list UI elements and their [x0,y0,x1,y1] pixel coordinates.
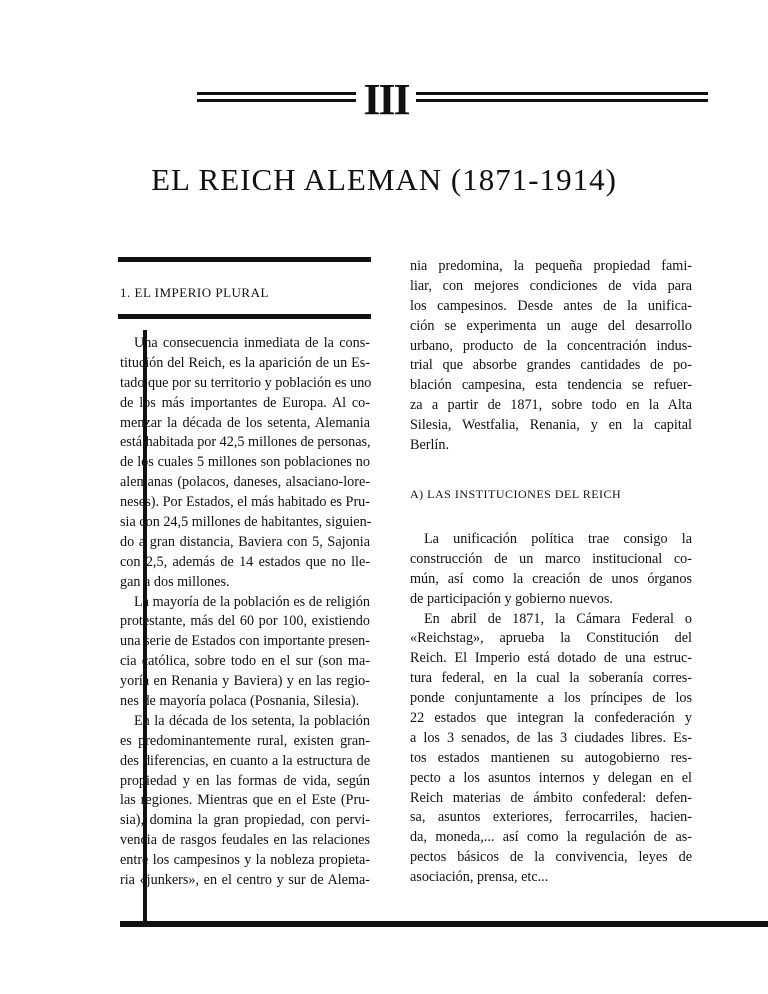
text-line: nes de mayoría polaca (Posnania, Silesia). [120,693,360,710]
text-line: es predominantemente rural, existen gran- [120,732,370,749]
text-line: de los cuales 5 millones son poblaciones no [120,454,370,471]
text-line: La unificación política trae consigo la [424,531,692,547]
text-line: En abril de 1871, la Cámara Federal o [424,610,692,627]
section-heading: 1. EL IMPERIO PLURAL [120,285,269,300]
text-line: ción se experimenta un auge del desarrollo [410,317,692,334]
text-line: tura federal, en la cual la soberanía corres- [410,670,692,687]
right-column-top [410,257,692,456]
text-line: Berlín. [410,437,450,454]
text-line: construcción de un marco institucional co- [410,550,692,567]
chapter-rule-left-bottom [197,99,362,102]
text-line: yoría en Renania y Baviera) y en las regio- [120,673,370,690]
text-line: asociación, prensa, etc... [410,869,549,886]
text-line: de participación y gobierno nuevos. [410,590,613,607]
text-line: Silesia, Westfalia, Renania, y en la capital [410,417,692,434]
text-line: Reich materias de ámbito confederal: defen- [410,789,692,806]
right-column-bottom [410,530,692,888]
text-line: menzar la década de los setenta, Alemania [120,414,370,431]
text-line: propiedad y en las formas de vida, según [120,772,370,789]
text-line: ria «junkers», en el centro y sur de Alema- [120,872,370,889]
chapter-number: III [356,78,416,122]
text-line: urbano, producto de la concentración indus- [410,337,692,354]
text-line: des diferencias, en cuanto a la estructura de [120,752,370,769]
chapter-rule-left-top [197,92,362,95]
text-line: liar, con mejores condiciones de vida para [410,277,692,294]
text-line: tado que por su territorio y población es uno [120,374,372,391]
text-line: los campesinos. Desde antes de la unifica- [410,297,692,314]
page-bottom-rule [120,921,768,927]
text-line: La mayoría de la población es de religión [134,593,370,610]
text-line: sia con 24,5 millones de habitantes, siguien- [120,514,372,531]
text-line: En la década de los setenta, la población [134,712,370,729]
text-line: «Reichstag», aprueba la Constitución del [410,630,692,647]
text-line: vencia de rasgos feudales en las relaciones [120,832,370,849]
left-column [120,334,370,891]
chapter-rule-right-top [410,92,708,95]
text-line: Reich. El Imperio está dotado de una estruc- [410,650,692,667]
text-line: Una consecuencia inmediata de la cons- [134,335,370,351]
text-line: 22 estados que integran la confederación y [410,710,692,727]
text-line: za a partir de 1871, sobre todo en la Alta [410,397,692,414]
text-line: de los más importantes de Europa. Al co- [120,394,370,411]
text-line: entre los campesinos y la nobleza propieta- [120,852,370,869]
text-line: ponde conjuntamente a los príncipes de los [410,690,692,707]
text-line: do a gran distancia, Baviera con 5, Sajonia [120,533,370,550]
text-line: protestante, más del 60 por 100, existiendo [120,613,370,630]
text-line: con 2,5, además de 14 estados que no lle- [120,553,370,570]
text-line: da, moneda,... así como la regulación de as- [410,829,692,846]
text-line: pectos básicos de la convivencia, leyes de [410,849,692,866]
text-line: mún, así como la creación de unos órganos [410,570,692,587]
chapter-title: EL REICH ALEMAN (1871-1914) [151,162,617,197]
text-line: cia católica, sobre todo en el sur (son ma- [120,653,370,670]
text-line: nia predomina, la pequeña propiedad fami- [410,258,692,274]
text-line: blación campesina, esta tendencia se refuer- [410,377,692,394]
text-line: una serie de Estados con importante presen- [120,633,370,650]
text-line: está habitada por 42,5 millones de personas, [120,434,371,451]
text-line: tos estados mantienen su autogobierno res- [410,749,692,766]
text-line: neses). Por Estados, el más habitado es Pru- [120,494,370,511]
text-line: sa, asuntos exteriores, ferrocarriles, hacien- [410,809,692,826]
text-line: sia), domina la gran propiedad, con pervi- [120,812,370,829]
text-line: las regiones. Mientras que en el Este (Pru- [120,792,370,809]
chapter-rule-right-bottom [410,99,708,102]
text-line: pecto a los asuntos internos y delegan en el [410,769,692,786]
section-rule-top [118,257,371,262]
text-line: a los 3 senados, de las 3 ciudades libres. Es- [410,729,692,746]
section-rule-bottom [118,314,371,319]
text-line: titución del Reich, es la aparición de un Es- [120,354,370,371]
text-line: gan a dos millones. [120,573,230,590]
text-line: alemanas (polacos, daneses, alsaciano-lore- [120,474,370,491]
text-line: trial que absorbe grandes cantidades de po- [410,357,692,374]
subsection-heading: A) LAS INSTITUCIONES DEL REICH [410,487,622,501]
